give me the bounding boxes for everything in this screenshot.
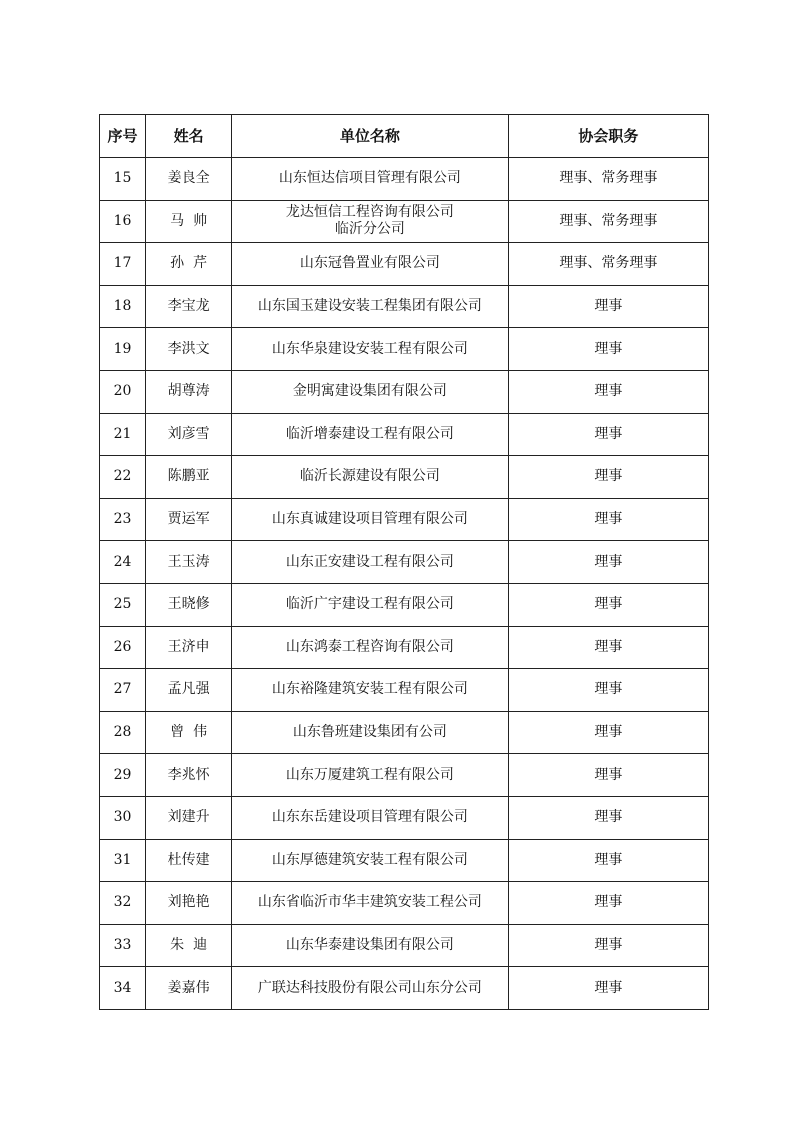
table-row	[100, 967, 709, 1010]
unit-name-line: 山东冠鲁置业有限公司	[299, 255, 440, 272]
table-row	[100, 200, 709, 243]
cell-role: 理事	[508, 541, 708, 584]
cell-name: 刘艳艳	[146, 882, 232, 925]
table-row	[100, 158, 709, 201]
cell-role: 理事	[508, 498, 708, 541]
cell-role: 理事、常务理事	[508, 158, 708, 201]
unit-name-line: 山东裕隆建筑安装工程有限公司	[271, 681, 468, 698]
cell-name: 杜传建	[146, 839, 232, 882]
cell-name: 姜良全	[146, 158, 232, 201]
cell-unit	[232, 967, 508, 1010]
table-row	[100, 243, 709, 286]
cell-no: 30	[100, 796, 146, 839]
table-row	[100, 796, 709, 839]
cell-unit	[232, 924, 508, 967]
unit-name-line: 临沂分公司	[334, 221, 405, 238]
header-unit: 单位名称	[232, 115, 508, 158]
cell-name: 刘彦雪	[146, 413, 232, 456]
table-row	[100, 498, 709, 541]
table-row	[100, 456, 709, 499]
cell-unit	[232, 370, 508, 413]
unit-name-line: 山东华泉建设安装工程有限公司	[271, 340, 468, 357]
table-row	[100, 669, 709, 712]
cell-role: 理事	[508, 924, 708, 967]
cell-unit	[232, 413, 508, 456]
cell-unit	[232, 243, 508, 286]
unit-name-line: 广联达科技股份有限公司山东分公司	[257, 979, 482, 996]
cell-name: 王济申	[146, 626, 232, 669]
cell-unit	[232, 541, 508, 584]
unit-name-line: 山东鸿泰工程咨询有限公司	[285, 638, 454, 655]
header-name: 姓名	[146, 115, 232, 158]
cell-role: 理事	[508, 370, 708, 413]
cell-no: 15	[100, 158, 146, 201]
cell-name: 贾运军	[146, 498, 232, 541]
cell-no: 18	[100, 285, 146, 328]
unit-name-line: 山东华泰建设集团有限公司	[285, 936, 454, 953]
cell-role: 理事	[508, 583, 708, 626]
header-role: 协会职务	[508, 115, 708, 158]
cell-name: 马 帅	[146, 200, 232, 243]
table-row	[100, 839, 709, 882]
cell-unit	[232, 200, 508, 243]
cell-name: 曾 伟	[146, 711, 232, 754]
cell-no: 31	[100, 839, 146, 882]
cell-role: 理事	[508, 456, 708, 499]
unit-name-line: 山东东岳建设项目管理有限公司	[271, 809, 468, 826]
cell-no: 24	[100, 541, 146, 584]
cell-unit	[232, 754, 508, 797]
cell-no: 32	[100, 882, 146, 925]
cell-name: 胡尊涛	[146, 370, 232, 413]
unit-name-line: 山东恒达信项目管理有限公司	[278, 170, 461, 187]
cell-unit	[232, 669, 508, 712]
cell-role: 理事	[508, 413, 708, 456]
table-row	[100, 413, 709, 456]
cell-name: 李洪文	[146, 328, 232, 371]
cell-name: 孟凡强	[146, 669, 232, 712]
unit-name-line: 金明寓建设集团有限公司	[292, 383, 447, 400]
cell-unit	[232, 456, 508, 499]
header-no: 序号	[100, 115, 146, 158]
cell-no: 20	[100, 370, 146, 413]
cell-role: 理事	[508, 882, 708, 925]
cell-no: 27	[100, 669, 146, 712]
cell-no: 23	[100, 498, 146, 541]
cell-role: 理事	[508, 839, 708, 882]
cell-role: 理事	[508, 711, 708, 754]
cell-name: 李宝龙	[146, 285, 232, 328]
table-row	[100, 328, 709, 371]
cell-unit	[232, 796, 508, 839]
cell-no: 26	[100, 626, 146, 669]
cell-role: 理事	[508, 796, 708, 839]
unit-name-line: 山东国玉建设安装工程集团有限公司	[257, 298, 482, 315]
table-row	[100, 924, 709, 967]
cell-no: 29	[100, 754, 146, 797]
cell-no: 21	[100, 413, 146, 456]
cell-role: 理事	[508, 285, 708, 328]
cell-unit	[232, 328, 508, 371]
cell-no: 16	[100, 200, 146, 243]
cell-name: 李兆怀	[146, 754, 232, 797]
cell-no: 22	[100, 456, 146, 499]
cell-no: 33	[100, 924, 146, 967]
cell-unit	[232, 711, 508, 754]
table-row	[100, 711, 709, 754]
cell-name: 孙 芹	[146, 243, 232, 286]
unit-name-line: 山东省临沂市华丰建筑安装工程公司	[257, 894, 482, 911]
cell-role: 理事、常务理事	[508, 200, 708, 243]
cell-name: 王玉涛	[146, 541, 232, 584]
cell-unit	[232, 498, 508, 541]
cell-name: 朱 迪	[146, 924, 232, 967]
cell-name: 姜嘉伟	[146, 967, 232, 1010]
cell-role: 理事	[508, 754, 708, 797]
member-table	[99, 114, 709, 1010]
cell-name: 刘建升	[146, 796, 232, 839]
table-row	[100, 541, 709, 584]
table-row	[100, 626, 709, 669]
cell-no: 19	[100, 328, 146, 371]
unit-name-line: 临沂长源建设有限公司	[299, 468, 440, 485]
cell-unit	[232, 285, 508, 328]
cell-role: 理事	[508, 328, 708, 371]
cell-unit	[232, 158, 508, 201]
cell-role: 理事	[508, 626, 708, 669]
unit-name-line: 山东真诚建设项目管理有限公司	[271, 511, 468, 528]
unit-name-line: 山东万厦建筑工程有限公司	[285, 766, 454, 783]
unit-name-line: 山东厚德建筑安装工程有限公司	[271, 851, 468, 868]
unit-name-line: 临沂增泰建设工程有限公司	[285, 425, 454, 442]
table-row	[100, 285, 709, 328]
unit-name-line: 山东正安建设工程有限公司	[285, 553, 454, 570]
cell-no: 17	[100, 243, 146, 286]
cell-role: 理事、常务理事	[508, 243, 708, 286]
cell-name: 王晓修	[146, 583, 232, 626]
cell-no: 34	[100, 967, 146, 1010]
cell-no: 25	[100, 583, 146, 626]
table-row	[100, 882, 709, 925]
cell-role: 理事	[508, 967, 708, 1010]
table-row	[100, 583, 709, 626]
table-body	[100, 158, 709, 1010]
cell-name: 陈鹏亚	[146, 456, 232, 499]
cell-unit	[232, 583, 508, 626]
unit-name-line: 龙达恒信工程咨询有限公司	[285, 204, 454, 221]
table-row	[100, 370, 709, 413]
cell-no: 28	[100, 711, 146, 754]
table-row	[100, 754, 709, 797]
cell-role: 理事	[508, 669, 708, 712]
cell-unit	[232, 839, 508, 882]
unit-name-line: 临沂广宇建设工程有限公司	[285, 596, 454, 613]
unit-name-line: 山东鲁班建设集团有公司	[292, 724, 447, 741]
table-header-row	[100, 115, 709, 158]
cell-unit	[232, 626, 508, 669]
cell-unit	[232, 882, 508, 925]
